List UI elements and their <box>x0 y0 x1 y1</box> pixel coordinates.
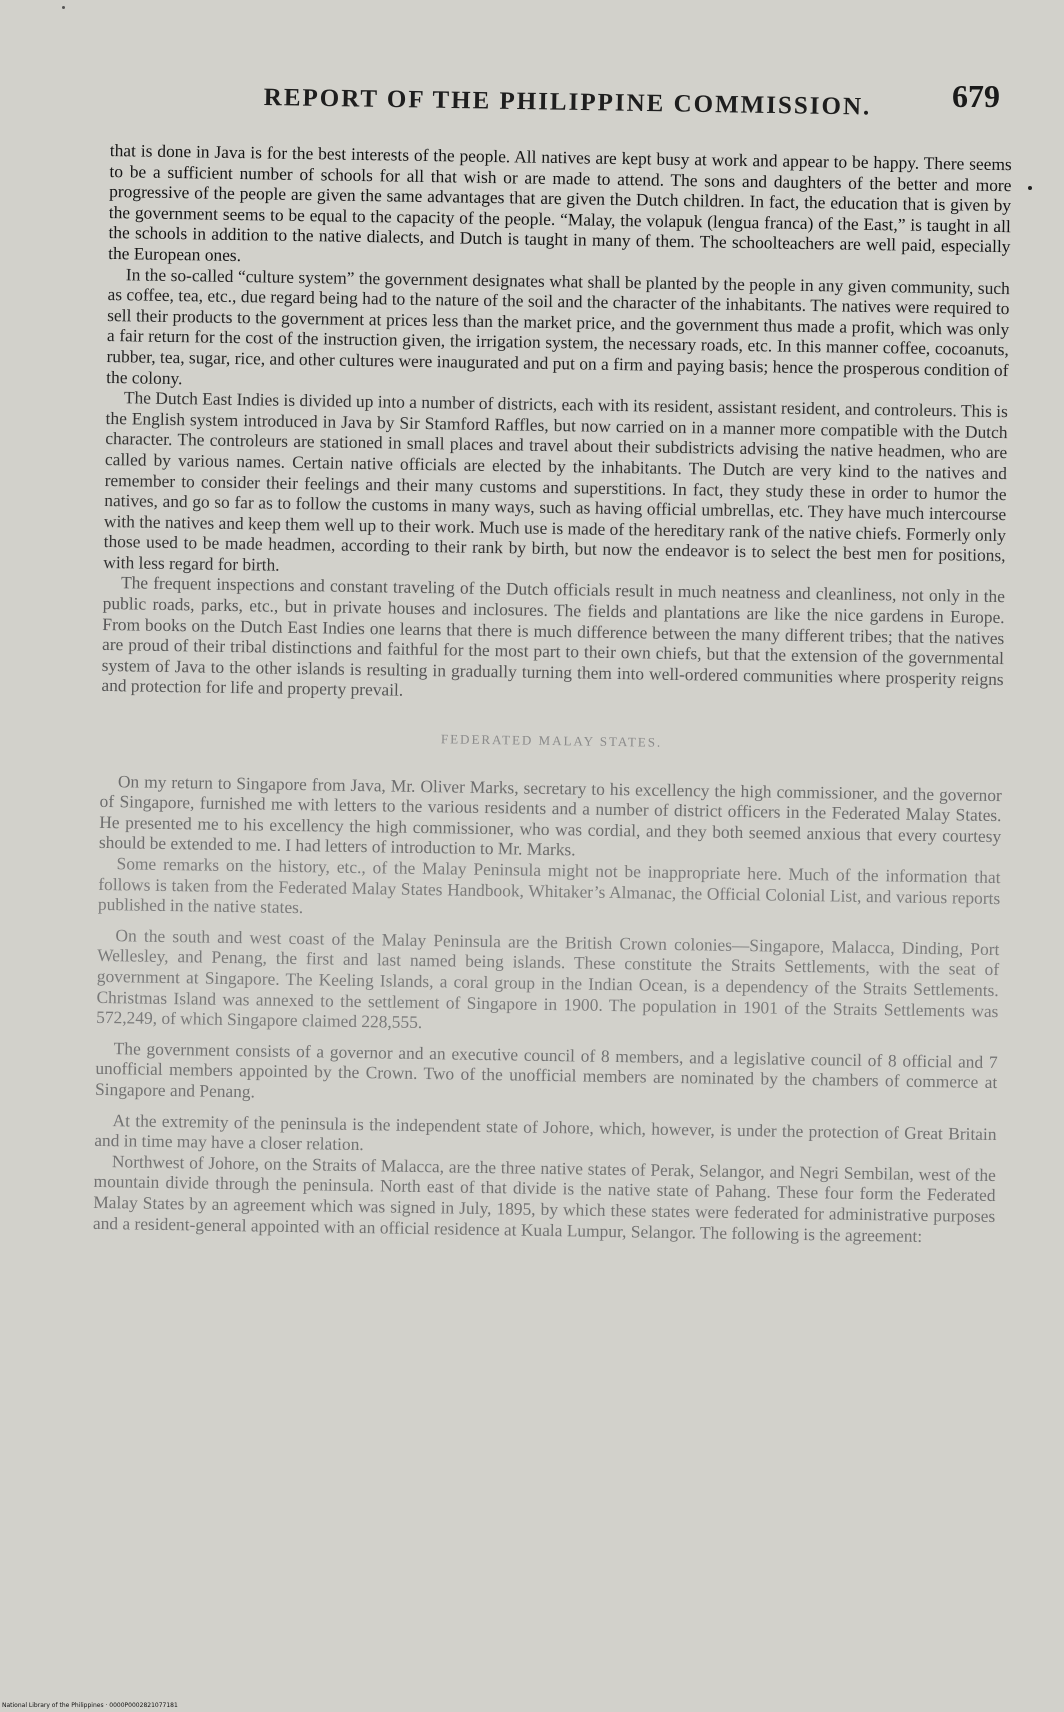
paragraph-johore: At the extremity of the peninsula is the independent state of Johore, which, however, is under the protection of Great Britain and in time may have a closer relation. <box>94 1109 997 1155</box>
page-header <box>0 78 1064 128</box>
paragraph-dutch-districts: The Dutch East Indies is divided up into a number of districts, each with its resident, assistant resident, and controleurs. This is the English system introduced in Java by Sir Stamford Raffles, but now carried on in a manner more compatible with the Dutch character. The controleurs are stationed in small places and travel about their subdistricts advising the native headmen, who are called by various names. Certain native officials are elected by the inhabitants. The Dutch are very kind to the natives and remember to consider their feelings and their many customs and superstitions. In fact, they study these in order to humor the natives, and go so far as to follow the customs in many ways, such as having official umbrellas, etc. They have much intercourse with the natives and keep them well up to their work. Much use is made of the hereditary rank of the native chiefs. Formerly only those used to be made headmen, according to their rank by birth, but now the endeavor is to select the best men for positions, with less regard for birth. <box>103 387 1009 575</box>
paragraph-inspections: The frequent inspections and constant traveling of the Dutch officials result in much neatness and cleanliness, not only in the public roads, parks, etc., but in private houses and inclosures. The fields and plantations are like the nice gardens in Europe. From books on the Dutch East Indies one learns that there is much difference between the many different tribes; that the natives are proud of their tribal distinctions and faithful for the most part to their own chiefs, but that the extension of the governmental system of Java to the other islands is resulting in gradually turning them into well-ordered communities where prosperity reigns and protection for life and property prevail. <box>101 572 1006 701</box>
running-title: REPORT OF THE PHILIPPINE COMMISSION. <box>263 84 872 121</box>
paragraph-singapore-return: On my return to Singapore from Java, Mr. Oliver Marks, secretary to his excellency the high commissioner, and the governor of Singapore, furnished me with letters to the various residents and a number of district officers in the Federated Malay States. He presented me to his excellency the high commissioner, who was cordial, and they both seemed anxious that every courtesy should be extended to me. I had letters of introduction to Mr. Marks. <box>98 770 1002 860</box>
section-heading: FEDERATED MALAY STATES. <box>440 731 663 750</box>
paragraph-government: The government consists of a governor and an executive council of 8 members, and a legislative council of 8 official and 7 unofficial members appointed by the Crown. Two of the unofficial members are nominated by the chambers of commerce at Singapore and Penang. <box>94 1037 998 1102</box>
scan-speck <box>62 6 65 9</box>
paragraph-malay-history: Some remarks on the history, etc., of the Malay Peninsula might not be inappropriate here. Much of the information that follows is taken from the Federated Malay States Handbook, Whitaker’s Almanac, the Official Colonial List, and various reports published in the native states. <box>97 853 1001 918</box>
paragraph-culture-system: In the so-called “culture system” the government designates what shall be planted by the people in any given community, such as coffee, tea, etc., due regard being had to the nature of the soil and the character of the inhabitants. The natives were required to sell their products to the government at prices less than the market price, and the government thus made a profit, which was only a fair return for the cost of the instruction given, the irrigation system, the necessary roads, etc. In this manner coffee, cocoanuts, rubber, tea, sugar, rice, and other cultures were inaugurated and put on a firm and paying basis; hence the prosperous condition of the colony. <box>106 263 1010 388</box>
paragraph-federated-states: Northwest of Johore, on the Straits of Malacca, are the three native states of Perak, Selangor, and Negri Sembilan, west of the mountain divide through the peninsula. North east of that divide is the native state of Pahang. These four form the Federated Malay States by an agreement which was signed in July, 1895, by which these states were federated for administrative purposes and a resident-general appointed with an official residence at Kuala Lumpur, Selangor. The following is the agreement: <box>92 1150 997 1246</box>
scan-speck <box>1028 186 1032 190</box>
body-text <box>93 140 1012 1247</box>
paragraph-straits-settlements: On the south and west coast of the Malay Peninsula are the British Crown colonies—Singapore, Malacca, Dinding, Port Wellesley, and Penang, the first and last named being islands. These constitute the Straits Settlements, with the seat of government at Singapore. The Keeling Islands, a coral group in the Indian Ocean, is a dependency of the Straits Settlements. Christmas Island was annexed to the settlement of Singapore in 1900. The population in 1901 of the Straits Settlements was 572,249, of which Singapore claimed 228,555. <box>96 924 1000 1033</box>
paragraph-java-education: that is done in Java is for the best interests of the people. All natives are kept busy at work and appear to be happy. There seems to be a sufficient number of schools for all that wish or are made to attend. The sons and daughters of the better and more progressive of the people are given the same advantages that are given the Dutch children. In fact, the education that is given by the government seems to be equal to the capacity of the people. “Malay, the volapuk (lengua franca) of the East,” is taught in all the schools in addition to the native dialects, and Dutch is taught in many of them. The schoolteachers are well paid, especially the European ones. <box>108 140 1012 266</box>
scan-footer: National Library of the Philippines · 0000P0002821077181 <box>2 1702 178 1709</box>
page-number: 679 <box>952 78 1000 114</box>
